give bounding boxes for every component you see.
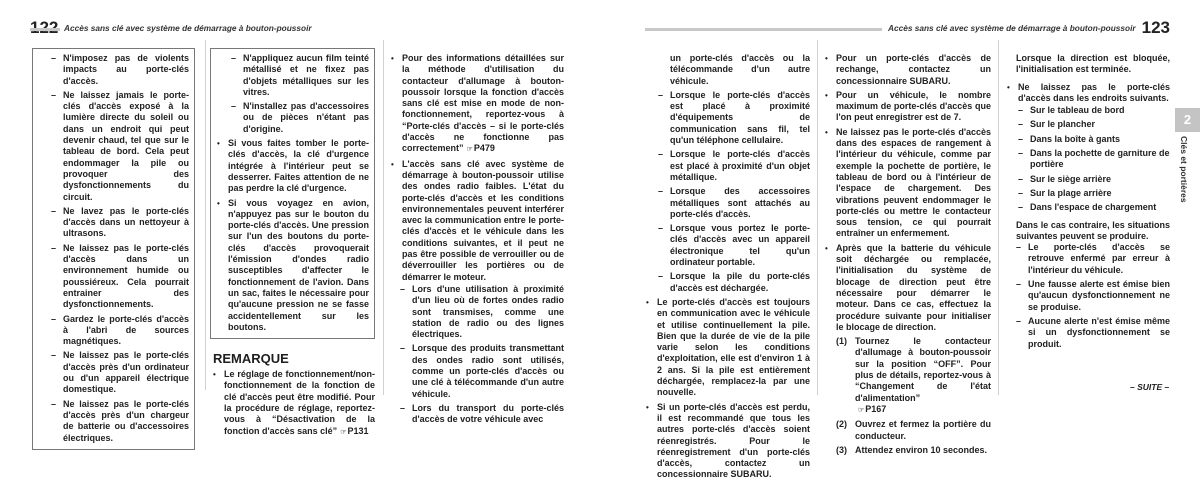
list-item: • Si vous voyagez en avion, n'appuyez pas sur le bouton du porte-clés d'accès. Une pression sur l'un des boutons du porte-clés d'accès provoquerait l'émission d'ondes radio susceptibles d'affecter le fonctionnement de l'avion. Dans un sac, faites le nécessaire pour qu'aucune pression ne se fasse accidentellement sur les boutons. bbox=[217, 198, 369, 334]
list-item: • Après que la batterie du véhicule soit déchargée ou remplacée, l'initialisation du système de blocage de direction peut être nécessaire pour démarrer le moteur. Dans ce cas, effectuez la procédure suivante pour initialiser le blocage de direction. bbox=[825, 243, 991, 333]
list-item: – Dans la boîte à gants bbox=[1018, 134, 1170, 145]
bullet-item bbox=[391, 53, 564, 156]
right-col3 bbox=[1007, 53, 1170, 353]
page-number-right: 123 bbox=[1141, 18, 1170, 37]
remarque-section bbox=[210, 351, 375, 438]
list-item: – Dans la pochette de garniture de portière bbox=[1018, 148, 1170, 171]
list-item: • Si vous faites tomber le porte-clés d'accès, la clé d'urgence intégrée à l'intérieur peut se desserrer. Faites attention de ne pas perdre la clé d'urgence. bbox=[217, 138, 369, 194]
list-item: • Si un porte-clés d'accès est perdu, il est recommandé que tous les autres porte-clés d'accès soient réenregistrés. Pour le réenregistrement d'un porte-clés d'accès, contactez un concessionnaire SUBARU. bbox=[646, 402, 810, 481]
procedure-step bbox=[836, 336, 991, 416]
bullet-list bbox=[646, 297, 810, 481]
continued-label: – SUITE – bbox=[1130, 382, 1170, 392]
list-item: – Lorsque le porte-clés d'accès est placé à proximité d'un objet métallique. bbox=[658, 149, 810, 183]
step-number: (2) bbox=[836, 419, 847, 430]
page-ref-icon: ☞ bbox=[340, 428, 347, 436]
paragraph: Dans le cas contraire, les situations suivantes peuvent se produire. bbox=[1016, 219, 1170, 241]
procedure-step bbox=[836, 419, 991, 442]
list-item: – Lors d'une utilisation à proximité d'un lieu où de fortes ondes radio sont transmises, comme une station de radio ou des lignes électriques. bbox=[400, 284, 564, 340]
location-list bbox=[1018, 105, 1170, 213]
paragraph: Lorsque la direction est bloquée, l'initialisation est terminée. bbox=[1016, 53, 1170, 75]
warning-dash-list bbox=[217, 53, 369, 135]
list-item: – Gardez le porte-clés d'accès à l'abri de sources magnétiques. bbox=[51, 314, 189, 348]
running-header-right: Accès sans clé avec système de démarrage à bouton-poussoir bbox=[887, 23, 1136, 33]
procedure-step bbox=[836, 445, 991, 456]
warning-box-1 bbox=[32, 48, 195, 450]
column-divider bbox=[817, 40, 818, 395]
continuation-text: un porte-clés d'accès ou la télécommande d'un autre véhicule. bbox=[670, 53, 810, 86]
warning-box-2 bbox=[210, 48, 375, 339]
list-item: – Lors du transport du porte-clés d'accès de votre véhicule avec bbox=[400, 403, 564, 426]
list-item: – Ne lavez pas le porte-clés d'accès dans un nettoyeur à ultrasons. bbox=[51, 206, 189, 240]
list-item: – Sur le plancher bbox=[1018, 119, 1170, 130]
chapter-tab[interactable]: 2 bbox=[1175, 108, 1200, 132]
list-item: – Ne laissez pas le porte-clés d'accès près d'un chargeur de batterie ou d'accessoires électriques. bbox=[51, 399, 189, 444]
condition-list bbox=[400, 284, 564, 426]
bullet-list bbox=[825, 53, 991, 333]
page-ref-icon: ☞ bbox=[466, 146, 473, 154]
warning-bullet-list bbox=[217, 138, 369, 333]
list-item: – Lorsque le porte-clés d'accès est placé à proximité d'équipements de communication sans fil, tel qu'un téléphone cellulaire. bbox=[658, 90, 810, 146]
running-header-left: Accès sans clé avec système de démarrage à bouton-poussoir bbox=[64, 23, 312, 33]
left-col2 bbox=[210, 48, 375, 441]
list-item: – Sur la plage arrière bbox=[1018, 188, 1170, 199]
page-ref-link[interactable]: P131 bbox=[347, 425, 369, 436]
list-item: – Lorsque des accessoires métalliques sont attachés au porte-clés d'accès. bbox=[658, 186, 810, 220]
right-col1 bbox=[655, 53, 810, 484]
warning-list-1 bbox=[51, 53, 189, 444]
remarque-item bbox=[213, 369, 375, 438]
step-text: Tournez le contacteur d'allumage à bouton-poussoir sur la position “OFF”. Pour plus de détails, reportez-vous à “Changement de l'état d'alimentation” bbox=[855, 336, 991, 403]
list-item: • Pour un véhicule, le nombre maximum de porte-clés d'accès que l'on peut enregistrer est de 7. bbox=[825, 90, 991, 124]
list-item: – Une fausse alerte est émise bien qu'aucun dysfonctionnement ne se produise. bbox=[1016, 279, 1170, 313]
bullet-text: Ne laissez pas le porte-clés d'accès dans les endroits suivants. bbox=[1018, 81, 1170, 103]
step-number: (3) bbox=[836, 444, 847, 455]
list-item: – Lorsque vous portez le porte-clés d'accès avec un appareil électronique tel qu'un ordinateur portable. bbox=[658, 223, 810, 268]
list-item: – N'imposez pas de violents impacts au porte-clés d'accès. bbox=[51, 53, 189, 87]
step-text: Attendez environ 10 secondes. bbox=[855, 444, 988, 455]
page-ref-icon: ☞ bbox=[858, 406, 865, 414]
remarque-text: Le réglage de fonctionnement/non-fonctionnement de la fonction de clé d'accès peut être modifié. Pour la procédure de réglage, reportez-vous à “Désactivation de la fonction d'accès sans clé” bbox=[224, 369, 375, 436]
list-item: • Pour un porte-clés d'accès de rechange, contactez un concessionnaire SUBARU. bbox=[825, 53, 991, 87]
running-header-row-right bbox=[645, 16, 1170, 38]
step-text: Ouvrez et fermez la portière du conducteur. bbox=[855, 419, 991, 441]
chapter-tab-label: Clés et portières bbox=[1179, 136, 1189, 203]
list-item: • Le porte-clés d'accès est toujours en communication avec le véhicule et utilise continuellement la pile. Bien que la durée de vie de la pile varie selon les conditions d'exploitation, elle est d'environ 1 à 2 ans. Si la pile est entièrement déchargée, remplacez-la par une nouvelle. bbox=[646, 297, 810, 399]
page-ref-link[interactable]: P479 bbox=[473, 143, 495, 154]
consequence-list bbox=[1007, 242, 1170, 350]
list-item: – Lorsque la pile du porte-clés d'accès est déchargée. bbox=[658, 271, 810, 294]
list-item: – Sur le siège arrière bbox=[1018, 174, 1170, 185]
right-col2 bbox=[825, 53, 991, 459]
header-rule-right bbox=[645, 28, 882, 31]
procedure-steps bbox=[825, 336, 991, 456]
column-divider bbox=[383, 40, 384, 395]
bullet-item bbox=[391, 159, 564, 426]
list-item: – N'appliquez aucun film teinté métallisé et ne fixez pas d'objets métalliques sur les vitres. bbox=[231, 53, 369, 98]
list-item: – N'installez pas d'accessoires ou de pièces n'étant pas d'origine. bbox=[231, 101, 369, 135]
step-number: (1) bbox=[836, 336, 847, 347]
column-divider bbox=[205, 40, 206, 390]
condition-list bbox=[655, 90, 810, 294]
list-item: – Ne laissez pas le porte-clés d'accès dans un environnement humide ou poussiéreux. Cela pourrait entrainer des dysfonctionnements. bbox=[51, 243, 189, 311]
bullet-text: Pour des informations détaillées sur la méthode d'utilisation du contacteur d'allumage à bouton-poussoir lorsque la fonction d'accès sans clé est mise en mode de non-fonctionnement, reportez-vous à “Porte-clés d'accès – si le porte-clés d'accès ne fonctionne pas correctement” bbox=[402, 53, 564, 154]
list-item: – Ne laissez pas le porte-clés d'accès près d'un ordinateur ou d'un appareil électrique domestique. bbox=[51, 350, 189, 395]
page-ref-link[interactable]: P167 bbox=[865, 403, 887, 414]
list-item: – Le porte-clés d'accès se retrouve enfermé par erreur à l'intérieur du véhicule. bbox=[1016, 242, 1170, 276]
list-item: – Dans l'espace de chargement bbox=[1018, 202, 1170, 213]
list-item: • Ne laissez pas le porte-clés d'accès dans des espaces de rangement à l'intérieur du véhicule, comme par exemple la pochette de portière, le tableau de bord ou à l'intérieur de l'espace de chargement. Des vibrations peuvent endommager le porte-clés ou mettre le contacteur sous tension, ce qui pourrait entraîner un enfermement. bbox=[825, 127, 991, 240]
list-item: – Lorsque des produits transmettant des ondes radio sont utilisés, comme un porte-clés d'accès ou une clé à télécommande d'un autre véhicule. bbox=[400, 343, 564, 399]
list-item: – Ne laissez jamais le porte-clés d'accès exposé à la lumière directe du soleil ou dans un endroit qui peut devenir chaud, tel que sur le tableau de bord. Cela peut endommager la pile ou provoquer des dysfonctionnements du circuit. bbox=[51, 90, 189, 203]
column-divider bbox=[998, 40, 999, 395]
bullet-text: L'accès sans clé avec système de démarrage à bouton-poussoir utilise des ondes radio faibles. L'état du porte-clés d'accès et les conditions environnementales peuvent interférer avec la communication entre le porte-clés d'accès et le véhicule dans les conditions suivantes, et il peut ne pas être possible de verrouiller ou de déverrouiller les portières ou de démarrer le moteur. bbox=[402, 158, 564, 282]
list-item: – Aucune alerte n'est émise même si un dysfonctionnement se produit. bbox=[1016, 316, 1170, 350]
bullet-item bbox=[1007, 82, 1170, 214]
header-rule-left bbox=[30, 28, 60, 31]
left-col3 bbox=[391, 53, 564, 429]
list-item: – Sur le tableau de bord bbox=[1018, 105, 1170, 116]
remarque-title: REMARQUE bbox=[213, 351, 289, 367]
